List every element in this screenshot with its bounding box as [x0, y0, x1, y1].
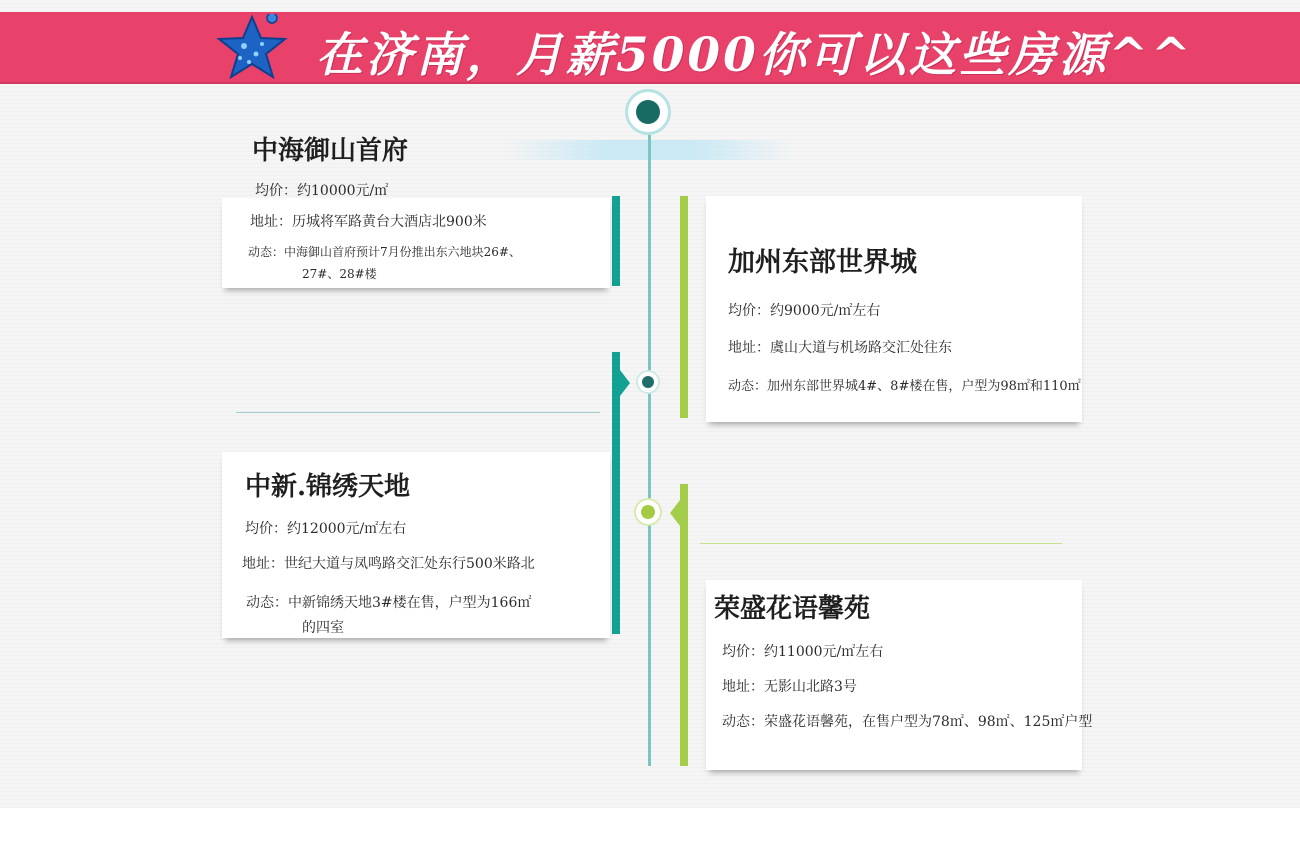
property-status-1 [248, 243, 521, 260]
status-value: 荣盛花语馨苑，在售户型为78㎡、98㎡、125㎡户型 [764, 714, 1093, 730]
status-label: 动态： [722, 714, 764, 730]
address-label: 地址： [722, 679, 764, 695]
property-name-2: 加州东部世界城 [728, 247, 917, 278]
star-icon [216, 14, 288, 80]
pointer-lime [670, 500, 680, 526]
timeline-line [648, 110, 651, 766]
timeline-node-lime [636, 500, 660, 524]
title-banner [0, 12, 1300, 84]
price-value: 约12000元/㎡左右 [287, 521, 407, 537]
status-label: 动态： [246, 595, 288, 611]
property-price-2 [728, 300, 880, 320]
price-label: 均价： [245, 521, 287, 537]
property-status-3 [246, 592, 531, 612]
status-label: 动态： [728, 379, 768, 394]
page-bottom-strip [0, 808, 1300, 844]
property-price-4 [722, 641, 883, 661]
price-value: 约9000元/㎡左右 [770, 303, 881, 319]
property-name-3: 中新.锦绣天地 [245, 472, 411, 502]
property-address-4 [722, 676, 857, 696]
status-label: 动态： [248, 245, 285, 259]
accent-bar-card-3 [612, 352, 620, 634]
banner-title: 在济南，月薪5000你可以这些房源^^ [316, 28, 1194, 83]
property-price-1 [255, 180, 388, 200]
property-address-1 [250, 211, 487, 231]
property-status-4 [722, 711, 1092, 731]
status-value-line2: 27#、28#楼 [302, 267, 377, 281]
pointer-teal [620, 370, 630, 396]
timeline-node-teal [638, 372, 658, 392]
address-value: 无影山北路3号 [764, 679, 857, 695]
accent-bar-card-4 [680, 484, 688, 766]
address-value: 虞山大道与机场路交汇处往东 [770, 340, 952, 356]
accent-bar-card-2 [680, 196, 688, 418]
property-status-2 [728, 375, 1081, 394]
status-value: 加州东部世界城4#、8#楼在售，户型为98㎡和110㎡ [767, 379, 1081, 394]
address-label: 地址： [242, 556, 284, 572]
address-label: 地址： [250, 214, 292, 230]
property-address-2 [728, 337, 952, 357]
address-value: 历城将军路黄台大酒店北900米 [292, 214, 487, 230]
price-label: 均价： [255, 183, 297, 199]
property-price-3 [245, 518, 406, 538]
status-value-line1: 中新锦绣天地3#楼在售，户型为166㎡ [288, 595, 532, 611]
divider-left [236, 412, 600, 413]
property-name-1: 中海御山首府 [252, 136, 409, 166]
status-value-line2: 的四室 [302, 620, 344, 636]
timeline-top-node [628, 92, 668, 132]
price-value: 约10000元/㎡ [297, 183, 389, 199]
status-value-line1: 中海御山首府预计7月份推出东六地块26#、 [284, 245, 521, 259]
divider-right [700, 543, 1062, 544]
price-label: 均价： [728, 303, 770, 319]
price-label: 均价： [722, 644, 764, 660]
price-value: 约11000元/㎡左右 [764, 644, 884, 660]
address-label: 地址： [728, 340, 770, 356]
address-value: 世纪大道与凤鸣路交汇处东行500米路北 [284, 556, 535, 572]
property-name-4: 荣盛花语馨苑 [714, 594, 871, 624]
accent-bar-card-1 [612, 196, 620, 286]
property-address-3 [242, 553, 535, 573]
